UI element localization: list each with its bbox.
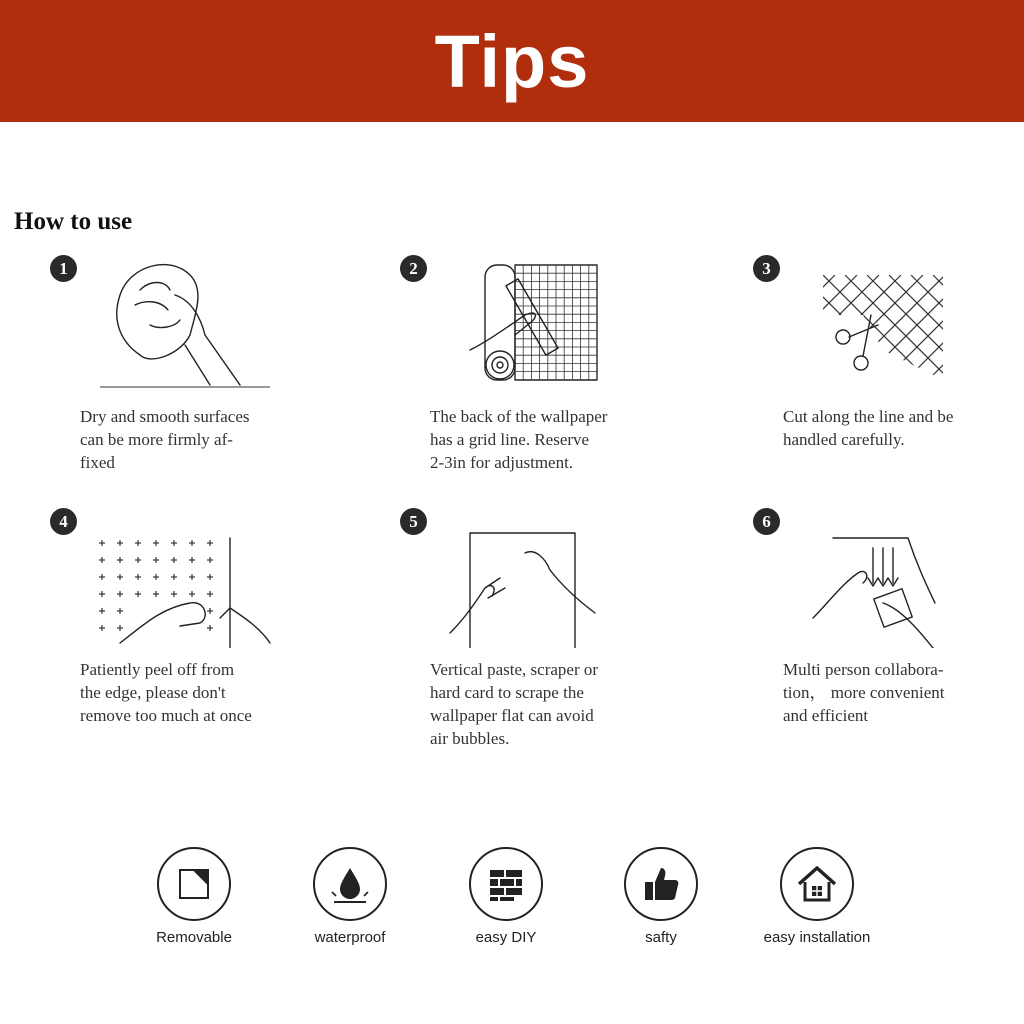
grid-wallpaper-illustration [430, 255, 630, 395]
wiping-hand-illustration [80, 255, 280, 395]
step-description: Dry and smooth surfaces can be more firmly af- fixed [80, 407, 250, 472]
feature-label: safty [645, 929, 677, 946]
header-banner [0, 0, 1024, 122]
two-people-illustration [783, 508, 983, 648]
step-5 [400, 508, 720, 768]
step-number-badge: 1 [50, 255, 77, 282]
smoothing-hands-illustration [430, 508, 630, 648]
step-6 [753, 508, 1024, 768]
step-number-badge: 2 [400, 255, 427, 282]
step-description: The back of the wallpaper has a grid line. Reserve 2-3in for adjustment. [430, 407, 608, 472]
step-number-badge: 5 [400, 508, 427, 535]
peel-corner-icon [157, 847, 231, 921]
step-number-badge: 3 [753, 255, 780, 282]
step-3 [753, 255, 1024, 515]
step-4 [50, 508, 370, 768]
thumbs-up-icon [624, 847, 698, 921]
feature-easy-diy [441, 847, 571, 946]
step-description: Multi person collabora- tion， more convenient and efficient [783, 660, 945, 725]
feature-label: easy DIY [475, 929, 537, 946]
feature-removable [129, 847, 259, 946]
section-title: How to use [14, 208, 133, 235]
page-title: Tips [434, 19, 590, 103]
step-description: Cut along the line and be handled carefully. [783, 407, 954, 449]
feature-waterproof [285, 847, 415, 946]
step-description: Patiently peel off from the edge, please don't remove too much at once [80, 660, 252, 725]
step-number-badge: 6 [753, 508, 780, 535]
step-description: Vertical paste, scraper or hard card to scrape the wallpaper flat can avoid air bubbles. [430, 660, 599, 748]
step-2 [400, 255, 720, 515]
brick-wall-icon [469, 847, 543, 921]
peeling-backing-illustration [80, 508, 280, 648]
feature-label: Removable [156, 929, 232, 946]
feature-label: easy installation [763, 929, 871, 946]
house-icon [780, 847, 854, 921]
scissors-cutting-illustration [783, 255, 983, 395]
step-1 [50, 255, 370, 515]
feature-easy-installation [752, 847, 882, 946]
step-number-badge: 4 [50, 508, 77, 535]
feature-safty [596, 847, 726, 946]
water-drop-icon [313, 847, 387, 921]
feature-label: waterproof [314, 929, 386, 946]
